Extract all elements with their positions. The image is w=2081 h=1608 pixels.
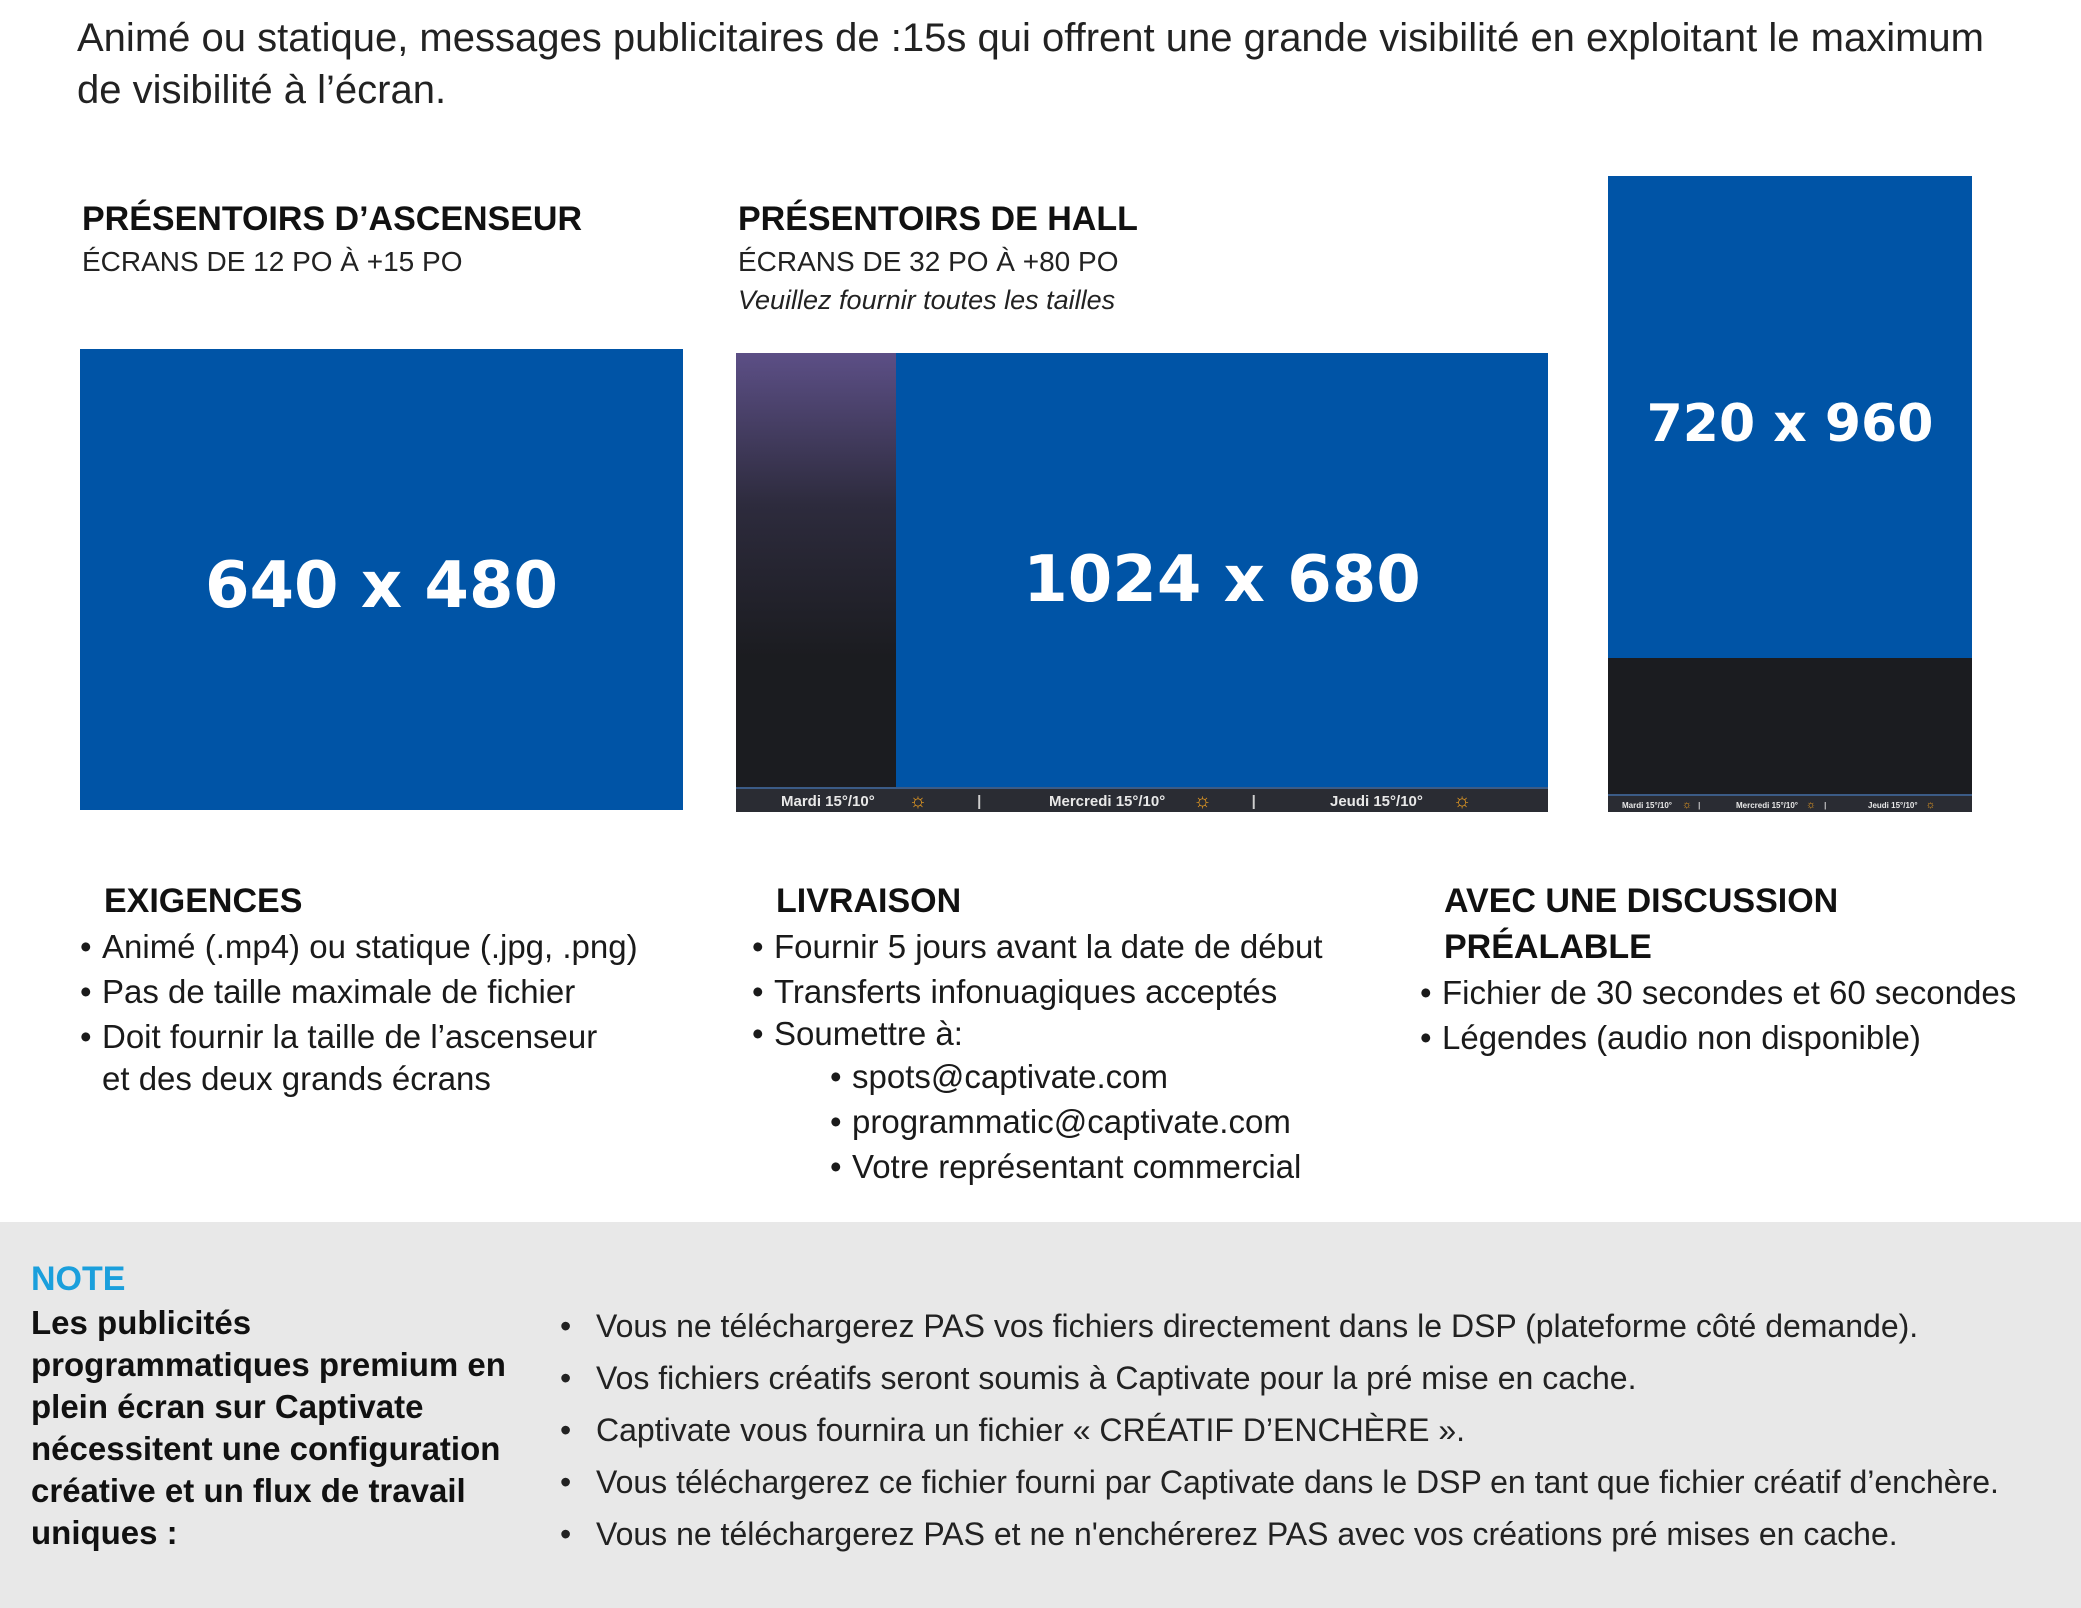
list-item: • Fichier de 30 secondes et 60 secondes: [1420, 970, 2060, 1015]
ticker-item: [781, 790, 981, 812]
ticker-item: [1330, 790, 1471, 812]
ticker-separator: |: [977, 793, 982, 810]
sun-icon: ☼: [908, 790, 928, 812]
discussion-list: [1420, 970, 2060, 1060]
list-item: • Captivate vous fournira un fichier « CRÉATIF D’ENCHÈRE ».: [560, 1404, 1999, 1456]
ticker-day: Mardi 15°/10°: [1622, 800, 1672, 810]
ticker-day: Jeudi 15°/10°: [1330, 793, 1423, 810]
list-item: • Doit fournir la taille de l’ascenseur: [80, 1014, 700, 1059]
discussion-section: [1420, 878, 2060, 1060]
list-item: • Vos fichiers créatifs seront soumis à Captivate pour la pré mise en cache.: [560, 1352, 1999, 1404]
lobby-portrait-ad-area: [1608, 176, 1972, 658]
lobby-portrait-mockup: [1608, 176, 1972, 812]
sun-icon: ☼: [1452, 790, 1472, 812]
ticker-day: Mercredi 15°/10°: [1736, 800, 1798, 810]
sun-icon: ☼: [1925, 799, 1936, 811]
delivery-sublist: [830, 1054, 1392, 1189]
sun-icon: ☼: [1193, 790, 1212, 812]
ticker-item: [1049, 790, 1256, 812]
elevator-screen-mockup: [80, 349, 683, 810]
elevator-title: PRÉSENTOIRS D’ASCENSEUR: [82, 200, 583, 238]
elevator-dimension: 640 x 480: [204, 549, 559, 623]
note-list: [560, 1300, 1999, 1560]
list-item: • spots@captivate.com: [830, 1054, 1392, 1099]
list-item: • Pas de taille maximale de fichier: [80, 969, 700, 1014]
list-item: • Vous téléchargerez ce fichier fourni par Captivate dans le DSP en tant que fichier créatif d’enchère.: [560, 1456, 1999, 1508]
ticker-item: [1622, 799, 1700, 811]
note-body: Les publicités programmatiques premium en plein écran sur Captivate nécessitent une configuration créative et un flux de travail uniques :: [31, 1304, 506, 1551]
lobby-note: Veuillez fournir toutes les tailles: [738, 285, 1116, 315]
lobby-landscape-dimension: 1024 x 680: [1023, 543, 1421, 617]
list-item: • Légendes (audio non disponible): [1420, 1015, 2060, 1060]
elevator-subtitle: ÉCRANS DE 12 PO À +15 PO: [82, 246, 463, 277]
list-item: • Soumettre à:: [752, 1014, 1392, 1054]
lobby-landscape-ad-area: [896, 353, 1548, 787]
weather-ticker: [736, 787, 1548, 812]
list-item: • programmatic@captivate.com: [830, 1099, 1392, 1144]
ticker-day: Mercredi 15°/10°: [1049, 793, 1166, 810]
list-item: • Fournir 5 jours avant la date de début: [752, 924, 1392, 969]
requirements-section: [80, 878, 700, 1099]
list-item: • Vous ne téléchargerez PAS vos fichiers directement dans le DSP (plateforme côté demande).: [560, 1300, 1999, 1352]
list-item: • Transferts infonuagiques acceptés: [752, 969, 1392, 1014]
requirements-title: EXIGENCES: [104, 882, 303, 920]
ticker-separator: |: [1698, 800, 1701, 810]
discussion-title-line1: AVEC UNE DISCUSSION: [1444, 882, 1839, 920]
delivery-title: LIVRAISON: [776, 882, 962, 920]
delivery-list: [752, 924, 1392, 1054]
list-item: • Animé (.mp4) ou statique (.jpg, .png): [80, 924, 700, 969]
ticker-separator: |: [1251, 793, 1256, 810]
sun-icon: ☼: [1681, 799, 1693, 811]
sun-icon: ☼: [1806, 799, 1817, 811]
lobby-side-panel: [736, 353, 896, 787]
discussion-title-line2: PRÉALABLE: [1444, 928, 1652, 966]
ticker-separator: |: [1824, 800, 1827, 810]
requirements-list: [80, 924, 700, 1059]
lobby-subtitle: ÉCRANS DE 32 PO À +80 PO: [738, 246, 1119, 277]
ticker-item: [1736, 799, 1826, 811]
weather-ticker: [1608, 794, 1972, 812]
ticker-day: Mardi 15°/10°: [781, 793, 875, 810]
note-title: NOTE: [31, 1260, 126, 1298]
intro-text: Animé ou statique, messages publicitaires de :15s qui offrent une grande visibilité en exploitant le maximum de visibilité à l’écran.: [77, 16, 1984, 112]
ticker-item: [1868, 799, 1936, 811]
list-item: • Vous ne téléchargerez PAS et ne n'enchérerez PAS avec vos créations pré mises en cache.: [560, 1508, 1999, 1560]
lobby-portrait-dimension: 720 x 960: [1646, 394, 1934, 454]
lobby-title: PRÉSENTOIRS DE HALL: [738, 200, 1138, 238]
list-item: • Votre représentant commercial: [830, 1144, 1392, 1189]
delivery-section: [752, 878, 1392, 1189]
list-item-continuation: et des deux grands écrans: [102, 1060, 491, 1097]
ticker-day: Jeudi 15°/10°: [1868, 800, 1918, 810]
lobby-landscape-mockup: [736, 353, 1548, 812]
